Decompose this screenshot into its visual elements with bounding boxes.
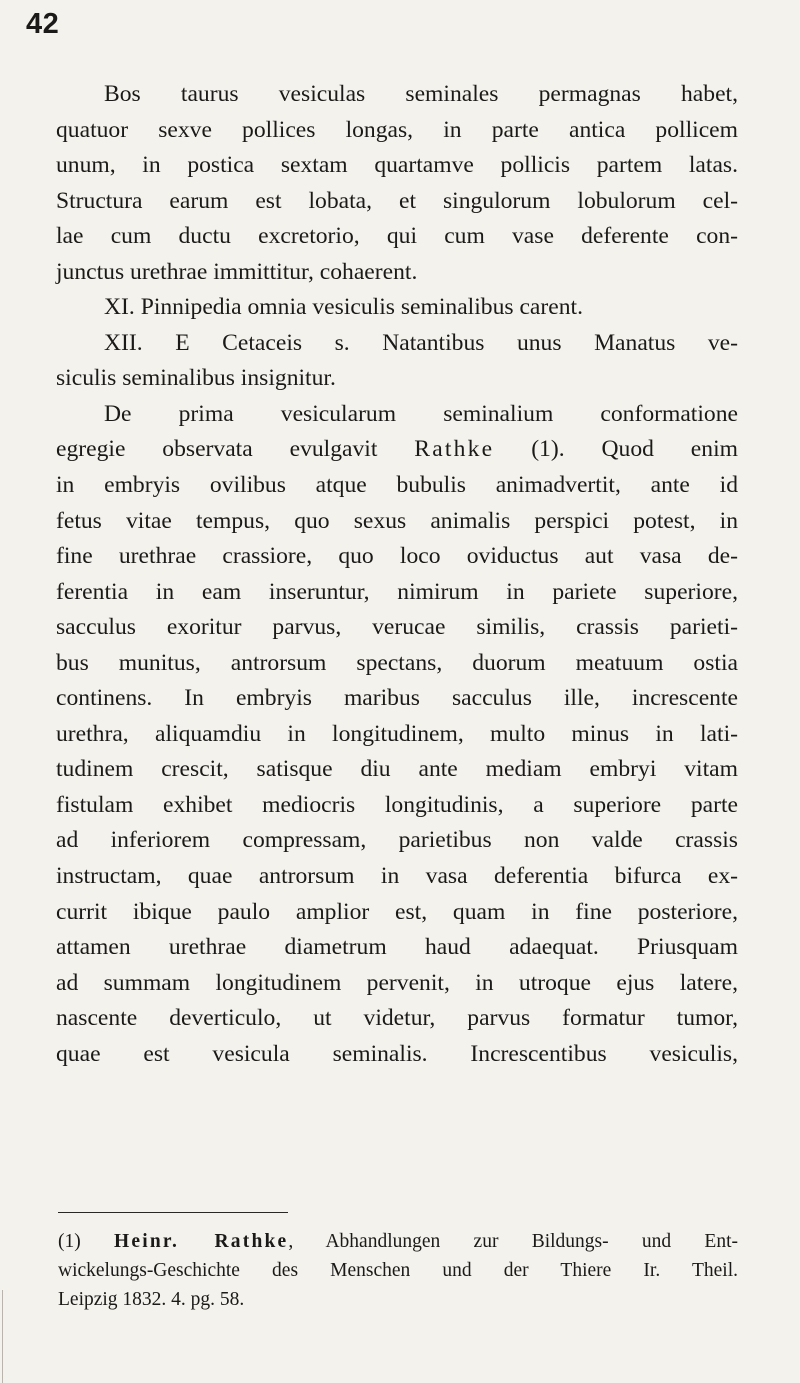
text-fragment: (1). Quod enim — [494, 436, 738, 463]
text-line: ad inferiorem compressam, parietibus non valde crassis — [56, 827, 738, 854]
footnote-line: Leipzig 1832. 4. pg. 58. — [58, 1289, 245, 1310]
footnote-text: , Abhandlungen zur Bildungs- und Ent- — [288, 1231, 739, 1252]
text-line: tudinem crescit, satisque diu ante mediam embryi vitam — [56, 756, 738, 783]
footnote-marker: (1) — [58, 1231, 81, 1252]
footnote-line: wickelungs-Geschichte des Menschen und der Thiere Ir. Theil. — [58, 1260, 738, 1281]
text-line: quae est vesicula seminalis. Increscentibus vesiculis, — [56, 1040, 738, 1067]
page-number: 42 — [26, 8, 60, 40]
text-line — [56, 432, 738, 468]
text-line: XI. Pinnipedia omnia vesiculis seminalibus carent. — [104, 294, 583, 321]
text-line: fetus vitae tempus, quo sexus animalis perspici potest, in — [56, 507, 738, 534]
text-line: quatuor sexve pollices longas, in parte antica pollicem — [56, 116, 738, 143]
footnote — [58, 1227, 738, 1314]
text-line: junctus urethrae immittitur, cohaerent. — [56, 258, 418, 285]
text-line: siculis seminalibus insignitur. — [56, 365, 336, 392]
body-text — [56, 77, 738, 1072]
author-name: Rathke — [414, 436, 495, 463]
text-line: ferentia in eam inseruntur, nimirum in pariete superiore, — [56, 578, 738, 605]
text-line: Structura earum est lobata, et singulorum lobulorum cel- — [56, 187, 738, 214]
text-line: instructam, quae antrorsum in vasa deferentia bifurca ex- — [56, 863, 738, 890]
text-line: attamen urethrae diametrum haud adaequat. Priusquam — [56, 934, 738, 961]
text-line: ad summam longitudinem pervenit, in utroque ejus latere, — [56, 969, 738, 996]
text-line: XII. E Cetaceis s. Natantibus unus Manatus ve- — [104, 329, 738, 356]
text-line: urethra, aliquamdiu in longitudinem, multo minus in lati- — [56, 720, 738, 747]
text-line: unum, in postica sextam quartamve pollicis partem latas. — [56, 152, 738, 179]
text-line: sacculus exoritur parvus, verucae similis, crassis parieti- — [56, 614, 738, 641]
text-fragment: egregie observata evulgavit — [56, 436, 415, 463]
footnote-line — [58, 1227, 738, 1256]
text-line: De prima vesicularum seminalium conformatione — [104, 400, 738, 427]
text-line: Bos taurus vesiculas seminales permagnas habet, — [104, 81, 738, 107]
footnote-author: Heinr. Rathke — [114, 1231, 289, 1252]
text-line: fistulam exhibet mediocris longitudinis, a superiore parte — [56, 791, 738, 818]
text-line: continens. In embryis maribus sacculus ille, increscente — [56, 685, 738, 712]
text-line: fine urethrae crassiore, quo loco oviductus aut vasa de- — [56, 543, 738, 570]
text-line: currit ibique paulo amplior est, quam in fine posteriore, — [56, 898, 738, 925]
text-line: bus munitus, antrorsum spectans, duorum meatuum ostia — [56, 649, 738, 676]
scan-edge-line — [2, 1290, 3, 1383]
footnote-divider — [58, 1212, 288, 1213]
text-line: nascente deverticulo, ut videtur, parvus formatur tumor, — [56, 1005, 738, 1032]
text-line: lae cum ductu excretorio, qui cum vase deferente con- — [56, 223, 738, 250]
text-line: in embryis ovilibus atque bubulis animadvertit, ante id — [56, 472, 738, 499]
